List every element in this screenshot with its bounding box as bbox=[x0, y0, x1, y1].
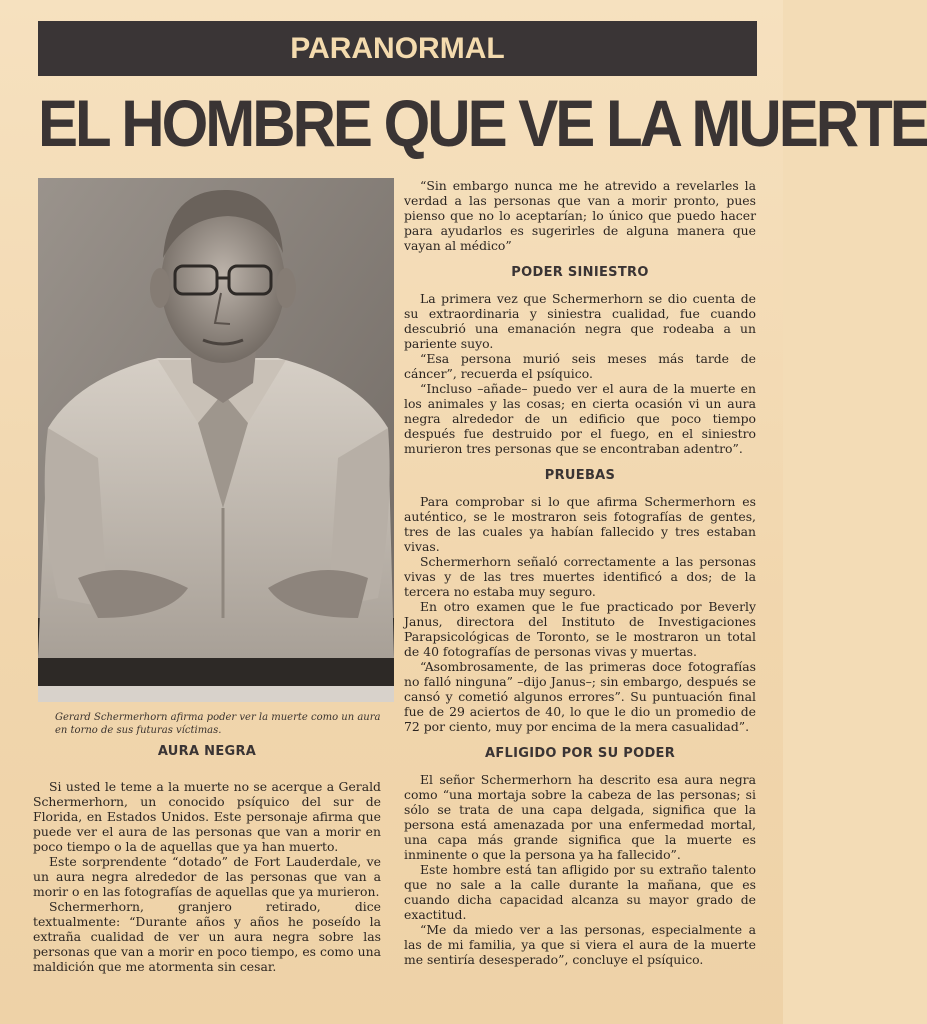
paragraph: El señor Schermerhorn ha descrito esa aura negra como “una mortaja sobre la cabeza de las personas; si sólo se trata de una capa delgada, significa que la persona está amenazada por una enfermedad mortal, una capa más grande significa que la muerte es inminente o que la persona ya ha fallecido”. bbox=[404, 772, 756, 862]
paragraph: “Incluso –añade– puedo ver el aura de la muerte en los animales y las cosas; en cierta ocasión vi un aura negra alrededor de un edificio que poco tiempo después fue destruido por el fuego, en el siniestro murieron tres personas que se encontraban adentro”. bbox=[404, 381, 756, 456]
section-label: PARANORMAL bbox=[290, 31, 505, 65]
paragraph: “Esa persona murió seis meses más tarde de cáncer”, recuerda el psíquico. bbox=[404, 351, 756, 381]
paragraph: La primera vez que Schermerhorn se dio cuenta de su extraordinaria y siniestra cualidad, fue cuando descubrió una emanación negra que rodeaba a un pariente suyo. bbox=[404, 291, 756, 351]
paragraph: “Me da miedo ver a las personas, especialmente a las de mi familia, ya que si viera el aura de la muerte me sentiría desesperado”, concluye el psíquico. bbox=[404, 922, 756, 967]
right-column bbox=[404, 178, 756, 967]
portrait-illustration bbox=[38, 178, 394, 702]
paragraph: Schermerhorn señaló correctamente a las personas vivas y de las tres muertes identificó a dos; de la tercera no estaba muy seguro. bbox=[404, 554, 756, 599]
section-heading-poder-siniestro: PODER SINIESTRO bbox=[511, 265, 649, 280]
left-column bbox=[33, 744, 381, 974]
paragraph: Schermerhorn, granjero retirado, dice textualmente: “Durante años y años he poseído la extraña cualidad de ver un aura negra sobre las personas que van a morir en poco tiempo, es como una maldición que me atormenta sin cesar. bbox=[33, 899, 381, 974]
photo-caption: Gerard Schermerhorn afirma poder ver la muerte como un aura en torno de sus futuras víctimas. bbox=[55, 712, 381, 736]
paragraph: Si usted le teme a la muerte no se acerque a Gerald Schermerhorn, un conocido psíquico del sur de Florida, en Estados Unidos. Este personaje afirma que puede ver el aura de las personas que van a morir en poco tiempo o la de aquellas que ya han muerto. bbox=[33, 779, 381, 854]
paragraph: Este hombre está tan afligido por su extraño talento que no sale a la calle durante la mañana, que es cuando dicha capacidad alcanza su mayor grado de exactitud. bbox=[404, 862, 756, 922]
headline: EL HOMBRE QUE VE LA MUERTE bbox=[38, 86, 927, 161]
paragraph: “Sin embargo nunca me he atrevido a revelarles la verdad a las personas que van a morir pronto, pues pienso que no lo aceptarían; lo único que puedo hacer para ayudarlos es sugerirles de alguna manera que vayan al médico” bbox=[404, 178, 756, 253]
paragraph: Este sorprendente “dotado” de Fort Lauderdale, ve un aura negra alrededor de las personas que van a morir o en las fotografías de aquellas que ya murieron. bbox=[33, 854, 381, 899]
paragraph: “Asombrosamente, de las primeras doce fotografías no falló ninguna” –dijo Janus–; sin embargo, después se cansó y cometió algunos errores”. Su puntuación final fue de 29 aciertos de 40, lo que le dio un promedio de 72 por ciento, muy por encima de la mera casualidad”. bbox=[404, 659, 756, 734]
section-heading-aura-negra: AURA NEGRA bbox=[157, 744, 257, 759]
paragraph: Para comprobar si lo que afirma Schermerhorn es auténtico, se le mostraron seis fotografías de gentes, tres de las cuales ya habían fallecido y tres estaban vivas. bbox=[404, 494, 756, 554]
section-heading-afligido: AFLIGIDO POR SU PODER bbox=[484, 746, 676, 761]
section-heading-pruebas: PRUEBAS bbox=[544, 468, 616, 483]
portrait-photo bbox=[38, 178, 394, 702]
section-band bbox=[38, 21, 757, 76]
paragraph: En otro examen que le fue practicado por Beverly Janus, directora del Instituto de Investigaciones Parapsicológicas de Toronto, se le mostraron un total de 40 fotografías de personas vivas y muertas. bbox=[404, 599, 756, 659]
